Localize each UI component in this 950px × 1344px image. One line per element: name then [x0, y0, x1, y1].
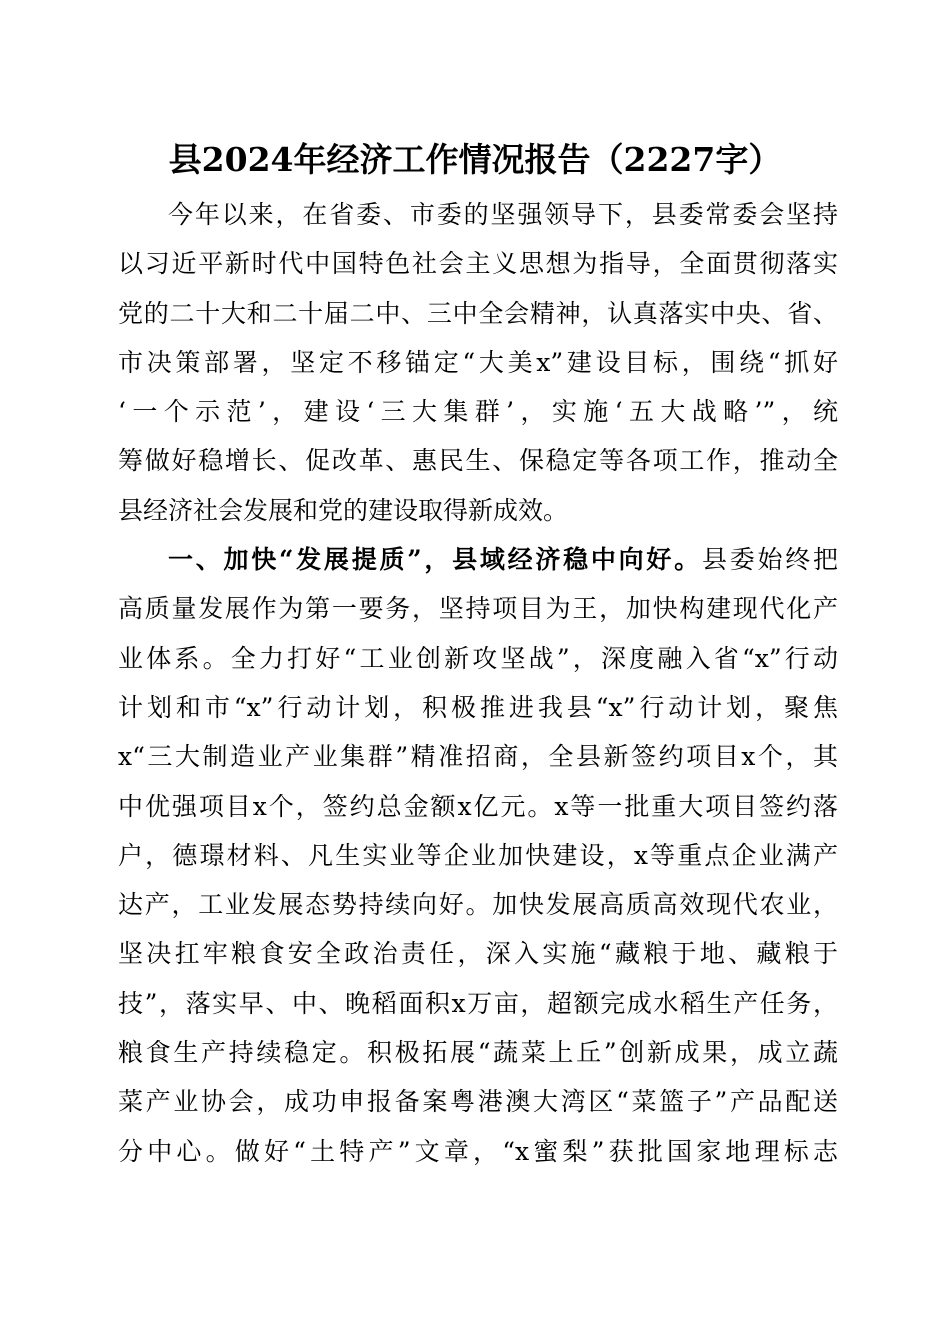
paragraph-line: 坚决扛牢粮食安全政治责任，深入实施“藏粮于地、藏粮于 — [118, 939, 838, 969]
paragraph-section-1 — [118, 535, 838, 1176]
paragraph-line: 筹做好稳增长、促改革、惠民生、保稳定等各项工作，推动全 — [118, 446, 838, 476]
paragraph-line: 市决策部署，坚定不移锚定“大美x”建设目标，围绕“抓好 — [118, 347, 838, 377]
section-first-line-text: 县委始终把 — [701, 545, 838, 575]
paragraph-line: 达产，工业发展态势持续向好。加快发展高质高效现代农业， — [118, 890, 838, 920]
paragraph-line: 菜产业协会，成功申报备案粤港澳大湾区“菜篮子”产品配送 — [118, 1087, 838, 1117]
paragraph-line: 高质量发展作为第一要务，坚持项目为王，加快构建现代化产 — [118, 594, 838, 624]
paragraph-intro — [118, 190, 838, 535]
section-heading: 一、加快“发展提质”，县域经济稳中向好。 — [168, 545, 702, 575]
section-first-line — [118, 535, 838, 584]
paragraph-line: 以习近平新时代中国特色社会主义思想为指导，全面贯彻落实 — [118, 249, 838, 279]
paragraph-line: ‘一个示范’，建设‘三大集群’，实施‘五大战略’”，统 — [118, 397, 838, 427]
paragraph-line: 党的二十大和二十届二中、三中全会精神，认真落实中央、省、 — [118, 298, 838, 328]
document-title: 县2024年经济工作情况报告（2227字） — [168, 140, 782, 179]
document-body — [118, 190, 838, 1176]
paragraph-line: 技”，落实早、中、晚稻面积x万亩，超额完成水稻生产任务， — [118, 988, 838, 1018]
paragraph-line: 业体系。全力打好“工业创新攻坚战”，深度融入省“x”行动 — [118, 643, 838, 673]
paragraph-line: 计划和市“x”行动计划，积极推进我县“x”行动计划，聚焦 — [118, 692, 838, 722]
paragraph-line: 今年以来，在省委、市委的坚强领导下，县委常委会坚持 — [168, 200, 838, 229]
paragraph-line: 中优强项目x个，签约总金额x亿元。x等一批重大项目签约落 — [118, 791, 838, 821]
paragraph-line: 县经济社会发展和党的建设取得新成效。 — [118, 495, 569, 525]
paragraph-line: 户，德璟材料、凡生实业等企业加快建设，x等重点企业满产 — [118, 840, 838, 870]
paragraph-line: 分中心。做好“土特产”文章，“x蜜梨”获批国家地理标志 — [118, 1136, 838, 1166]
paragraph-line: 粮食生产持续稳定。积极拓展“蔬菜上丘”创新成果，成立蔬 — [118, 1038, 838, 1068]
paragraph-line: x“三大制造业产业集群”精准招商，全县新签约项目x个，其 — [118, 742, 838, 772]
